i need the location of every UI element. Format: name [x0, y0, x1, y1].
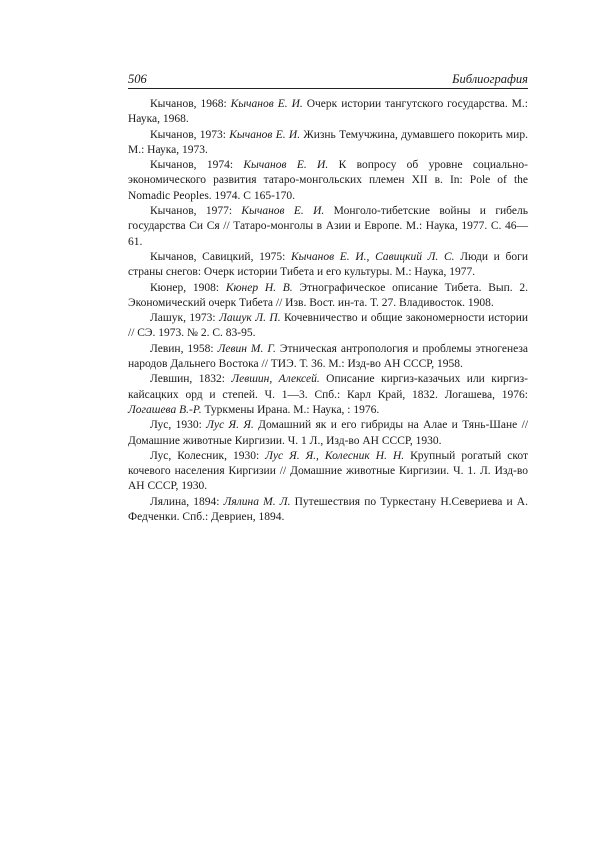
entry-authors: Лялина М. Л. — [223, 495, 291, 508]
running-title: Библиография — [452, 72, 528, 86]
entry-text: Левшин, 1832: — [150, 373, 232, 386]
entry-authors: Логашева В.-Р. — [128, 403, 202, 416]
entry-text: Жизнь Темучжина, думавшего покорить мир. М.: Наука, 1973. — [128, 128, 528, 156]
entry-text: Лялина, 1894: — [150, 495, 224, 508]
bibliography-entry — [128, 311, 528, 342]
bibliography-entry — [128, 97, 528, 128]
entry-text: Левин, 1958: — [150, 342, 218, 355]
entry-text: Лус, Колесник, 1930: — [150, 449, 266, 462]
entry-text: Домашний як и его гибриды на Алае и Тянь-Шане // Домашние животные Киргизии. Ч. 1 Л., Изд-во АН СССР, 1930. — [128, 419, 529, 447]
bibliography-entry — [128, 250, 528, 281]
entry-text: Кочевничество и общие закономерности истории // СЭ. 1973. № 2. С. 83-95. — [128, 312, 529, 340]
entry-authors: Кюнер Н. В. — [225, 281, 293, 294]
entry-authors: Кычанов Е. И. — [241, 205, 325, 218]
entry-text: Этнографическое описание Тибета. Вып. 2. Экономический очерк Тибета // Изв. Вост. ин-та. Т. 27. Владивосток. 1908. — [128, 281, 528, 309]
bibliography-entry — [128, 449, 528, 495]
bibliography-list — [128, 97, 528, 525]
entry-authors: Левшин, Алексей. — [231, 373, 320, 386]
entry-text: Описание киргиз-казачьих или киргиз-кайсацких орд и степей. Ч. 1—3. Спб.: Карл Край, 1832. Логашева, 1976: — [128, 373, 529, 401]
entry-text: Кычанов, 1968: — [150, 98, 231, 110]
entry-authors: Кычанов Е. И. — [229, 128, 301, 141]
entry-text: Кюнер, 1908: — [150, 281, 226, 294]
entry-authors: Кычанов Е. И., Савицкий Л. С. — [291, 250, 455, 263]
entry-text: Кычанов, 1974: — [150, 159, 244, 172]
entry-text: Монголо-тибетские войны и гибель государства Си Ся // Татаро-монголы в Азии и Европе. М.: Наука, 1977. С. 46—61. — [128, 205, 528, 248]
bibliography-entry — [128, 158, 528, 204]
running-header — [128, 70, 528, 89]
entry-text: Крупный рогатый скот кочевого населения Киргизии // Домашние животные Киргизии. Ч. 1. Л. Изд-во АН СССР, 1930. — [128, 449, 529, 493]
entry-authors: Кычанов Е. И. — [230, 98, 303, 110]
entry-text: Лашук, 1973: — [150, 312, 220, 325]
bibliography-entry — [128, 495, 528, 526]
entry-text: Люди и боги страны снегов: Очерк истории Тибета и его культуры. М.: Наука, 1977. — [128, 250, 528, 279]
entry-text: Путешествия по Туркестану Н.Севериева и А. Федченки. Спб.: Девриен, 1894. — [128, 495, 528, 524]
page-number: 506 — [128, 72, 147, 86]
bibliography-entry — [128, 128, 528, 159]
entry-text: Кычанов, 1977: — [150, 205, 242, 218]
bibliography-entry — [128, 204, 528, 250]
entry-text: Лус, 1930: — [150, 419, 207, 432]
entry-text: Туркмены Ирана. М.: Наука, : 1976. — [201, 403, 380, 416]
entry-authors: Лус Я. Я. — [206, 419, 254, 432]
bibliography-entry — [128, 281, 528, 312]
entry-text: Этническая антропология и проблемы этногенеза народов Дальнего Востока // ТИЭ. Т. 36. М.: Изд-во АН СССР, 1958. — [128, 342, 528, 371]
entry-text: К вопросу об уровне социально-экономического развития татаро-монгольских племен XII в. In: Pole of the Nomadic Peoples. 1974. С 165-170. — [128, 159, 528, 202]
bibliography-entry — [128, 418, 528, 449]
entry-authors: Левин М. Г. — [217, 342, 276, 355]
bibliography-entry — [128, 342, 528, 373]
entry-text: Кычанов, Савицкий, 1975: — [150, 250, 291, 263]
entry-text: Очерк истории тангутского государства. М.: Наука, 1968. — [128, 98, 528, 126]
entry-text: Кычанов, 1973: — [150, 128, 230, 141]
entry-authors: Лус Я. Я., Колесник Н. Н. — [265, 449, 405, 462]
entry-authors: Лашук Л. П. — [219, 312, 281, 325]
bibliography-entry — [128, 372, 528, 418]
entry-authors: Кычанов Е. И. — [243, 159, 329, 172]
